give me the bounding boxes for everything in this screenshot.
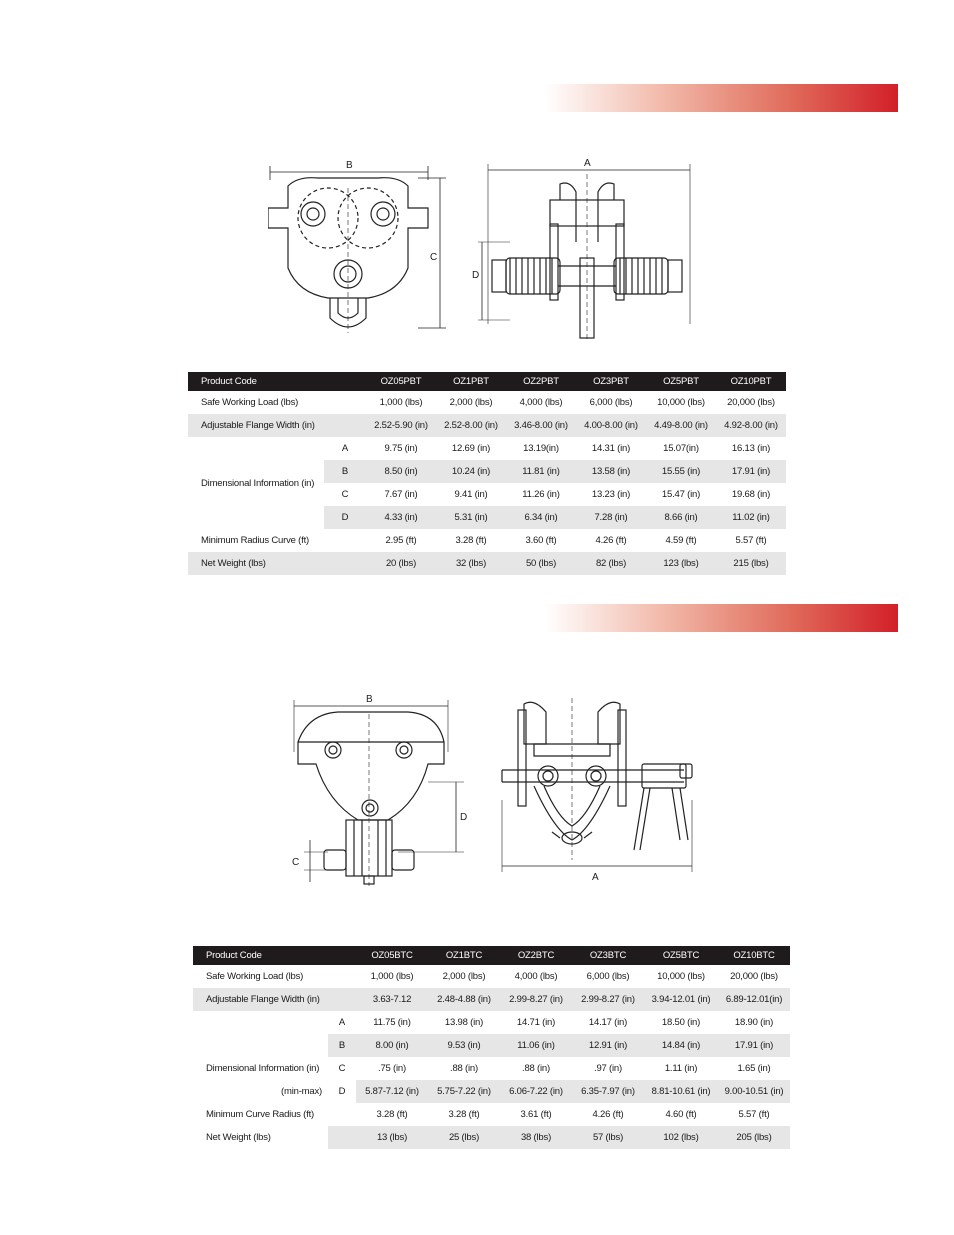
table-cell: 4.49-8.00 (in) <box>646 414 716 437</box>
trolley-side-diagram <box>268 158 448 338</box>
table-cell: 6,000 (lbs) <box>589 397 633 408</box>
table-row-safe-working-load <box>193 965 790 988</box>
header-model: OZ10BTC <box>718 946 790 965</box>
table-cell: 57 (lbs) <box>572 1126 644 1149</box>
table-row-dim-a <box>193 1011 790 1034</box>
table-row-net-weight <box>188 552 786 575</box>
table-cell: 6,000 (lbs) <box>586 971 630 982</box>
table-cell: 5.57 (ft) <box>738 1109 770 1120</box>
table-cell: 32 (lbs) <box>436 552 506 575</box>
table-cell: 10.24 (in) <box>436 460 506 483</box>
table-cell: 8.50 (in) <box>366 460 436 483</box>
table-cell: 3.94-12.01 (in) <box>644 988 718 1011</box>
table-cell: 17.91 (in) <box>718 1034 790 1057</box>
table-cell: 6.06-7.22 (in) <box>500 1080 572 1103</box>
table-cell: 13.58 (in) <box>576 460 646 483</box>
dim-letter: B <box>328 1034 356 1057</box>
blank-cell <box>328 1126 356 1149</box>
table-cell: 11.26 (in) <box>522 489 560 500</box>
table-cell: 4.60 (ft) <box>665 1109 697 1120</box>
dim-letter: C <box>341 489 349 500</box>
table-cell: 1.65 (in) <box>737 1063 771 1074</box>
table-cell: 8.66 (in) <box>646 506 716 529</box>
table-cell: 3.28 (ft) <box>376 1109 408 1120</box>
section-banner-bottom <box>545 604 898 632</box>
table-cell: 102 (lbs) <box>644 1126 718 1149</box>
table-cell: 2.95 (ft) <box>385 535 417 546</box>
table-cell: 17.91 (in) <box>716 460 786 483</box>
table-cell: 11.75 (in) <box>373 1017 411 1028</box>
table-cell: 4.92-8.00 (in) <box>716 414 786 437</box>
header-model: OZ1BTC <box>428 946 500 965</box>
table-cell: 5.75-7.22 (in) <box>428 1080 500 1103</box>
table-row-dim-a <box>188 437 786 460</box>
table-cell: 25 (lbs) <box>428 1126 500 1149</box>
table-cell: 4.26 (ft) <box>592 1109 624 1120</box>
header-model: OZ1PBT <box>436 372 506 391</box>
table-cell: 5.31 (in) <box>436 506 506 529</box>
table-cell: 123 (lbs) <box>646 552 716 575</box>
trolley-front-diagram <box>470 154 700 344</box>
table-cell: 7.67 (in) <box>384 489 418 500</box>
table-cell: 10,000 (lbs) <box>657 971 705 982</box>
table-cell: 1,000 (lbs) <box>379 397 423 408</box>
dim-label-d: D <box>460 812 468 823</box>
table-cell: 12.91 (in) <box>572 1034 644 1057</box>
header-model: OZ05BTC <box>356 946 428 965</box>
table-cell: 1.11 (in) <box>664 1063 698 1074</box>
table-cell: 16.13 (in) <box>731 443 771 454</box>
table-cell: 215 (lbs) <box>716 552 786 575</box>
table-cell: 2,000 (lbs) <box>449 397 493 408</box>
table-cell: 9.41 (in) <box>454 489 488 500</box>
row-label: Minimum Curve Radius (ft) <box>206 1109 314 1120</box>
table-cell: 82 (lbs) <box>576 552 646 575</box>
table-row-dim-d <box>193 1080 790 1103</box>
table-cell: 4.33 (in) <box>366 506 436 529</box>
spec-table-btc <box>193 946 790 1149</box>
row-label-dimensional: Dimensional Information (in) <box>201 477 315 489</box>
blank-cell <box>193 1011 328 1034</box>
table-row-radius-curve <box>193 1103 790 1126</box>
table-cell: 4.59 (ft) <box>665 535 697 546</box>
table-cell: 2.52-8.00 (in) <box>436 414 506 437</box>
header-model: OZ05PBT <box>366 372 436 391</box>
table-cell: 6.35-7.97 (in) <box>572 1080 644 1103</box>
table-cell: 20,000 (lbs) <box>730 971 778 982</box>
dim-label-b: B <box>346 160 353 171</box>
header-model: OZ5BTC <box>644 946 718 965</box>
table-cell: 8.00 (in) <box>356 1034 428 1057</box>
table-cell: 11.06 (in) <box>500 1034 572 1057</box>
table-cell: .75 (in) <box>378 1063 406 1074</box>
row-label: Adjustable Flange Width (in) <box>188 414 366 437</box>
table-header-row <box>193 946 790 965</box>
table-cell: 13.98 (in) <box>444 1017 484 1028</box>
table-row-dim-c <box>193 1057 790 1080</box>
table-cell: .88 (in) <box>450 1063 478 1074</box>
table-cell: 4,000 (lbs) <box>514 971 558 982</box>
table-cell: 4,000 (lbs) <box>519 397 563 408</box>
table-cell: 205 (lbs) <box>718 1126 790 1149</box>
table-cell: 9.53 (in) <box>428 1034 500 1057</box>
dim-letter: B <box>324 460 366 483</box>
table-cell: 3.60 (ft) <box>525 535 557 546</box>
blank-cell <box>193 1034 328 1057</box>
row-label: Minimum Radius Curve (ft) <box>201 535 309 546</box>
table-cell: 14.84 (in) <box>644 1034 718 1057</box>
row-label: Safe Working Load (lbs) <box>206 971 304 982</box>
table-cell: 13.23 (in) <box>591 489 631 500</box>
table-cell: 6.34 (in) <box>506 506 576 529</box>
table-cell: 5.87-7.12 (in) <box>356 1080 428 1103</box>
table-row-flange-width <box>193 988 790 1011</box>
dim-letter: C <box>338 1063 346 1074</box>
table-cell: 2,000 (lbs) <box>442 971 486 982</box>
table-cell: 3.61 (ft) <box>520 1109 552 1120</box>
table-cell: 12.69 (in) <box>451 443 491 454</box>
table-cell: 15.55 (in) <box>646 460 716 483</box>
table-cell: 7.28 (in) <box>576 506 646 529</box>
table-cell: 11.02 (in) <box>716 506 786 529</box>
table-cell: 3.28 (ft) <box>455 535 487 546</box>
row-label-min-max: (min-max) <box>281 1086 322 1097</box>
table-row-radius-curve <box>188 529 786 552</box>
table-cell: 13.19(in) <box>523 443 559 454</box>
dim-letter: A <box>338 1017 346 1028</box>
dim-letter: D <box>324 506 366 529</box>
table-cell: 1,000 (lbs) <box>370 971 414 982</box>
header-product-code: Product Code <box>193 946 356 965</box>
table-cell: 38 (lbs) <box>500 1126 572 1149</box>
header-model: OZ2PBT <box>506 372 576 391</box>
clamp-trolley-side-diagram <box>288 692 478 888</box>
table-cell: .97 (in) <box>594 1063 622 1074</box>
table-cell: 6.89-12.01(in) <box>718 988 790 1011</box>
table-cell: 18.90 (in) <box>734 1017 774 1028</box>
table-cell: 11.81 (in) <box>506 460 576 483</box>
table-row-net-weight <box>193 1126 790 1149</box>
table-cell: 14.71 (in) <box>516 1017 556 1028</box>
table-cell: 9.00-10.51 (in) <box>718 1080 790 1103</box>
header-model: OZ2BTC <box>500 946 572 965</box>
table-cell: 19.68 (in) <box>731 489 771 500</box>
table-cell: 9.75 (in) <box>384 443 418 454</box>
header-model: OZ3BTC <box>572 946 644 965</box>
table-cell: 10,000 (lbs) <box>657 397 705 408</box>
dim-letter: D <box>338 1086 346 1097</box>
header-model: OZ10PBT <box>716 372 786 391</box>
table-cell: 20,000 (lbs) <box>727 397 775 408</box>
table-cell: 13 (lbs) <box>356 1126 428 1149</box>
header-product-code: Product Code <box>188 372 366 391</box>
table-header-row <box>188 372 786 391</box>
table-cell: 15.47 (in) <box>661 489 701 500</box>
table-cell: 14.31 (in) <box>591 443 631 454</box>
table-row-flange-width <box>188 414 786 437</box>
section-banner-top <box>545 84 898 112</box>
table-cell: 4.26 (ft) <box>595 535 627 546</box>
dim-label-a: A <box>592 872 599 883</box>
clamp-trolley-front-diagram <box>494 690 704 886</box>
table-cell: .88 (in) <box>522 1063 550 1074</box>
table-cell: 3.28 (ft) <box>448 1109 480 1120</box>
table-row-safe-working-load <box>188 391 786 414</box>
row-label: Adjustable Flange Width (in) <box>193 988 356 1011</box>
dim-label-d: D <box>472 270 480 281</box>
spec-table-pbt <box>188 372 786 575</box>
dim-label-a: A <box>584 158 591 169</box>
row-label: Safe Working Load (lbs) <box>201 397 299 408</box>
table-cell: 3.63-7.12 <box>356 988 428 1011</box>
row-label: Net Weight (lbs) <box>206 1132 271 1143</box>
table-cell: 18.50 (in) <box>661 1017 701 1028</box>
dim-label-b: B <box>366 694 373 705</box>
table-cell: 5.57 (ft) <box>735 535 767 546</box>
dim-label-c: C <box>430 252 438 263</box>
table-row-dim-b <box>193 1034 790 1057</box>
table-cell: 14.17 (in) <box>588 1017 628 1028</box>
table-cell: 50 (lbs) <box>506 552 576 575</box>
table-cell: 3.46-8.00 (in) <box>506 414 576 437</box>
header-model: OZ3PBT <box>576 372 646 391</box>
dim-label-c: C <box>292 857 300 868</box>
table-cell: 2.99-8.27 (in) <box>572 988 644 1011</box>
row-label-dimensional: Dimensional Information (in) <box>206 1063 320 1074</box>
table-cell: 8.81-10.61 (in) <box>644 1080 718 1103</box>
row-label: Net Weight (lbs) <box>188 552 366 575</box>
table-cell: 2.48-4.88 (in) <box>428 988 500 1011</box>
table-cell: 4.00-8.00 (in) <box>576 414 646 437</box>
dim-letter: A <box>341 443 349 454</box>
table-cell: 20 (lbs) <box>366 552 436 575</box>
table-cell: 2.99-8.27 (in) <box>500 988 572 1011</box>
table-cell: 2.52-5.90 (in) <box>366 414 436 437</box>
table-cell: 15.07(in) <box>663 443 699 454</box>
header-model: OZ5PBT <box>646 372 716 391</box>
